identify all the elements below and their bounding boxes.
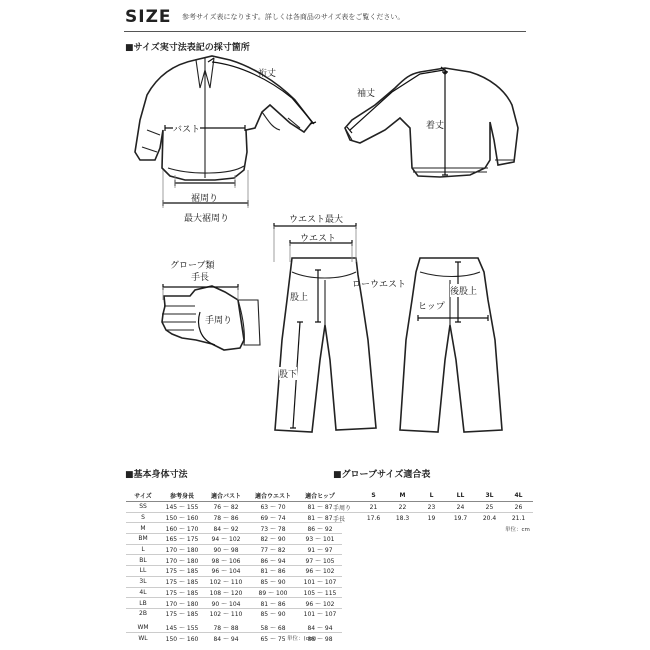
table-cell: 23 — [427, 503, 436, 511]
col-3l: 3L — [475, 489, 504, 502]
table-cell: 手周り — [333, 504, 352, 512]
table-row — [126, 555, 342, 566]
table-cell: 85 ～ 90 — [248, 608, 298, 618]
label-glove-type: グローブ類 — [170, 261, 215, 271]
table-cell: 89 ～ 100 — [248, 587, 298, 598]
measure-section-title: ■サイズ実寸法表記の採寸箇所 — [125, 43, 250, 53]
table-cell: 90 ～ 98 — [204, 544, 248, 555]
table-row — [126, 598, 342, 609]
table-cell: M — [126, 523, 160, 534]
table-cell: 170 ～ 180 — [160, 544, 204, 555]
col-ll: LL — [446, 489, 475, 502]
col-s: S — [359, 489, 388, 502]
table-cell: 175 ～ 185 — [160, 566, 204, 577]
table-cell: 65 ～ 75 — [248, 633, 298, 643]
label-sodetake: 袖丈 — [357, 89, 376, 99]
table-cell: 78 ～ 88 — [213, 624, 239, 632]
label-susomawari: 裾周り — [191, 194, 219, 204]
table-cell: 96 ～ 102 — [298, 566, 342, 577]
table-cell: 24 — [456, 503, 465, 511]
label-matagami: 股上 — [290, 290, 308, 303]
jacket-front-illustration — [135, 56, 312, 180]
table-cell: 手長 — [333, 515, 346, 523]
col-hip: 適合ヒップ — [298, 489, 342, 502]
table-cell: 81 ～ 86 — [248, 598, 298, 609]
col-bust: 適合バスト — [204, 489, 248, 502]
table-cell: 2B — [126, 608, 160, 618]
table-cell: 93 ～ 101 — [298, 534, 342, 545]
label-hip: ヒップ — [418, 299, 445, 312]
table-cell: 21.1 — [511, 514, 526, 522]
glove-table-title: ■グローブサイズ適合表 — [333, 470, 431, 480]
table-cell: 88 ～ 98 — [298, 633, 342, 643]
table-cell: LB — [126, 598, 160, 609]
table-cell: 150 ～ 160 — [160, 512, 204, 523]
table-cell: 18.3 — [395, 514, 410, 522]
table-cell: 76 ～ 82 — [213, 504, 239, 512]
table-row — [126, 566, 342, 577]
table-cell: 63 ～ 70 — [260, 504, 286, 512]
table-cell: 101 ～ 107 — [298, 608, 342, 618]
table-cell: 86 ～ 94 — [248, 555, 298, 566]
table-cell: SS — [139, 503, 147, 511]
table-cell: 96 ～ 102 — [298, 598, 342, 609]
table-cell: 91 ～ 97 — [298, 544, 342, 555]
label-bust: バスト — [173, 122, 200, 135]
col-m: M — [388, 489, 417, 502]
table-cell: 81 ～ 86 — [248, 566, 298, 577]
table-row — [126, 523, 342, 534]
table-cell: 175 ～ 185 — [160, 576, 204, 587]
table-cell: 170 ～ 180 — [160, 598, 204, 609]
glove-size-table — [333, 489, 533, 523]
table-row — [126, 619, 342, 633]
size-note: 参考サイズ表になります。詳しくは各商品のサイズ表をご覧ください。 — [182, 13, 405, 21]
table-cell: 58 ～ 68 — [260, 624, 286, 632]
table-cell: 17.6 — [366, 514, 381, 522]
body-table-title: ■基本身体寸法 — [125, 470, 188, 480]
table-header-row — [126, 489, 342, 502]
label-kitake: 着丈 — [426, 118, 444, 131]
table-cell: 170 ～ 180 — [160, 555, 204, 566]
col-height: 参考身長 — [160, 489, 204, 502]
table-cell: 20.4 — [482, 514, 497, 522]
table-row — [126, 502, 342, 513]
col-waist: 適合ウエスト — [248, 489, 298, 502]
table-cell: 150 ～ 160 — [160, 633, 204, 643]
table-cell: 21 — [369, 503, 378, 511]
table-cell: 108 ～ 120 — [204, 587, 248, 598]
table-cell: 73 ～ 78 — [248, 523, 298, 534]
label-max-susomawari: 最大裾周り — [184, 214, 230, 224]
table-cell: 69 ～ 74 — [248, 512, 298, 523]
table-cell: 102 ～ 110 — [204, 608, 248, 618]
table-cell: 101 ～ 107 — [298, 576, 342, 587]
table-row — [333, 502, 533, 513]
table-row — [126, 544, 342, 555]
table-cell: BL — [126, 555, 160, 566]
table-cell: 145 ～ 155 — [165, 504, 199, 512]
table-cell: WL — [126, 633, 160, 643]
table-cell: 77 ～ 82 — [248, 544, 298, 555]
table-cell: 97 ～ 105 — [298, 555, 342, 566]
table-cell: 81 ～ 87 — [298, 512, 342, 523]
table-cell: 19 — [427, 514, 436, 522]
table-cell: 84 ～ 92 — [204, 523, 248, 534]
col-size: サイズ — [126, 489, 160, 502]
table-cell: 78 ～ 86 — [204, 512, 248, 523]
table-cell: 105 ～ 115 — [298, 587, 342, 598]
table-cell: 22 — [398, 503, 407, 511]
glove-table-unit: 単位：cm — [505, 527, 530, 533]
table-cell: 175 ～ 185 — [160, 587, 204, 598]
table-row — [126, 576, 342, 587]
table-cell: 84 ～ 94 — [307, 624, 333, 632]
table-cell: 26 — [514, 503, 523, 511]
col-4l: 4L — [504, 489, 533, 502]
label-waist: ウエスト — [300, 234, 337, 244]
body-table-unit: 単位：(cm) — [287, 636, 317, 642]
table-cell: 90 ～ 104 — [204, 598, 248, 609]
table-cell: 85 ～ 90 — [248, 576, 298, 587]
table-cell: 3L — [126, 576, 160, 587]
size-title: SIZE — [125, 7, 172, 27]
table-cell: 145 ～ 155 — [165, 624, 199, 632]
table-cell: WM — [137, 623, 149, 631]
table-cell: 98 ～ 106 — [204, 555, 248, 566]
table-cell: 102 ～ 110 — [204, 576, 248, 587]
table-cell: 160 ～ 170 — [160, 523, 204, 534]
table-cell: 175 ～ 185 — [160, 608, 204, 618]
table-cell: BM — [126, 534, 160, 545]
table-cell: S — [126, 512, 160, 523]
table-cell: L — [126, 544, 160, 555]
table-cell: 96 ～ 104 — [204, 566, 248, 577]
body-size-table — [126, 489, 342, 643]
label-yuki: 裄丈 — [258, 69, 277, 79]
table-header-row — [333, 489, 533, 502]
table-cell: 94 ～ 102 — [204, 534, 248, 545]
label-temawari: 手周り — [205, 313, 232, 326]
table-row — [126, 512, 342, 523]
table-row — [126, 587, 342, 598]
table-cell: 82 ～ 90 — [248, 534, 298, 545]
table-cell: 84 ～ 94 — [204, 633, 248, 643]
table-cell: 19.7 — [453, 514, 468, 522]
table-cell: 25 — [485, 503, 494, 511]
table-cell: 4L — [126, 587, 160, 598]
label-low-waist: ローウエスト — [352, 280, 407, 290]
table-cell: 81 ～ 87 — [307, 504, 333, 512]
label-tenaga: 手長 — [191, 273, 210, 283]
table-row — [126, 534, 342, 545]
table-cell: 165 ～ 175 — [160, 534, 204, 545]
table-cell: 86 ～ 92 — [298, 523, 342, 534]
table-cell: LL — [126, 566, 160, 577]
label-ushiro-matagami: 後股上 — [450, 284, 477, 297]
table-row — [126, 608, 342, 618]
label-waist-max: ウエスト最大 — [289, 215, 344, 225]
col-blank — [333, 489, 359, 502]
table-row — [333, 513, 533, 524]
col-l: L — [417, 489, 446, 502]
label-matashita: 股下 — [279, 367, 297, 380]
